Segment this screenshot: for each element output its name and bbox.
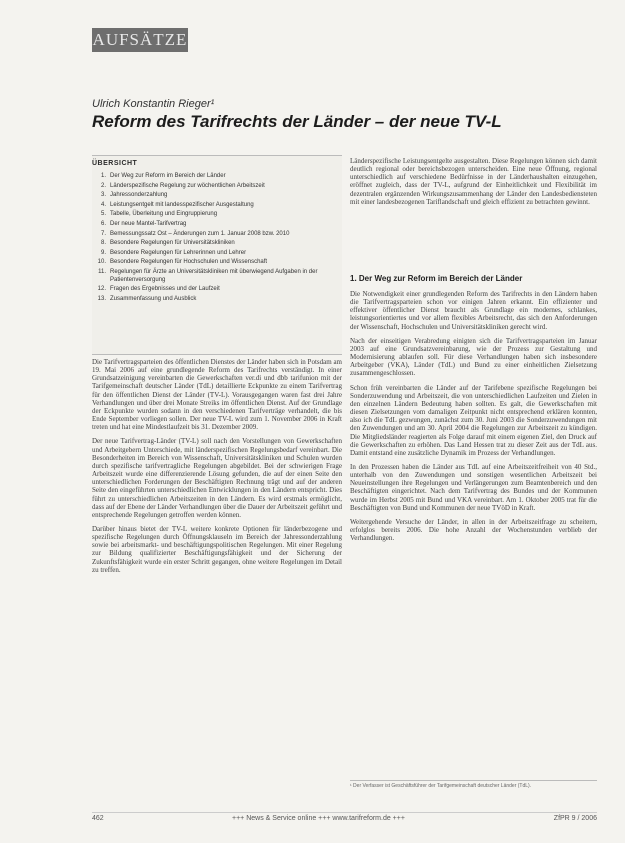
body-paragraph: Weitergehende Versuche der Länder, in allen in der Arbeitszeitfrage zu scheitern, erfolglos bereits 2006. Die hohe Anzahl der Wochenstunden verblieb der Verhandlungen. bbox=[350, 517, 597, 543]
toc-item bbox=[92, 259, 342, 267]
toc-item-text: Leistungsentgelt mit landesspezifischer Ausgestaltung bbox=[110, 201, 254, 208]
toc-item-number: 3. bbox=[100, 192, 106, 199]
toc-item-number: 7. bbox=[100, 230, 106, 237]
overview-heading: ÜBERSICHT bbox=[92, 160, 138, 167]
journal-issue: ZfPR 9 / 2006 bbox=[553, 815, 597, 822]
body-paragraph: Nach der einseitigen Verabredung einigten sich die Tarifvertragsparteien im Januar 2003 auf eine Grundsatzvereinbarung, wie der Prozess zur Gestaltung und Modernisierung ablaufen soll. Für diese Verhandlungen haben sich insbesondere Arbeitgeber (VKA), Länder (TdL) und Bund zu einer einheitlichen Zielsetzung zusammengeschlossen. bbox=[350, 336, 597, 378]
toc-item-number: 12. bbox=[97, 286, 106, 293]
toc-item-text: Der neue Mantel-Tarifvertrag bbox=[110, 220, 187, 227]
toc-item-number: 1. bbox=[100, 173, 106, 179]
toc-item bbox=[92, 202, 342, 210]
page-footer bbox=[92, 812, 597, 825]
left-column-body bbox=[92, 358, 342, 768]
right-column-intro bbox=[350, 157, 597, 252]
right-column-body bbox=[350, 290, 597, 770]
article-title: Reform des Tarifrechts der Länder – der neue TV-L bbox=[92, 112, 502, 131]
toc-item-text: Regelungen für Ärzte an Universitätskliniken mit überwiegend Aufgaben in der Patientenversorgung bbox=[110, 268, 318, 283]
toc-item-text: Länderspezifische Regelung zur wöchentlichen Arbeitszeit bbox=[110, 182, 265, 189]
toc-item-number: 9. bbox=[100, 249, 106, 256]
toc-item-text: Tabelle, Überleitung und Eingruppierung bbox=[110, 211, 218, 218]
toc-item bbox=[92, 240, 342, 248]
author-name: Ulrich Konstantin Rieger¹ bbox=[92, 98, 215, 110]
toc-item-number: 4. bbox=[100, 201, 106, 208]
overview-list bbox=[92, 173, 342, 303]
body-paragraph: Länderspezifische Leistungsentgelte ausgestalten. Diese Regelungen können sich damit deutlich regional oder bereichsbezogen unterscheiden. Eine neue Öffnung, regional unterschiedlich auf verschiedene Bedürfnisse in der Länderhaushalten einzugehen, eröffnet zugleich, dass der TV-L, aufgrund der Einheitlichkeit und Flexibilität im dezentralen ergänzenden Wirkungszusammenhang der Länder den Landesbediensteten mit einer landesbezogenen Tariflandschaft und gleich effizient zu betrachten gewinnt. bbox=[350, 157, 597, 206]
toc-item-text: Besondere Regelungen für Universitätskliniken bbox=[110, 240, 235, 247]
toc-item bbox=[92, 192, 342, 200]
toc-item-number: 8. bbox=[100, 240, 106, 247]
toc-item-number: 6. bbox=[100, 220, 106, 227]
toc-item-text: Jahressonderzahlung bbox=[110, 192, 168, 199]
toc-item bbox=[92, 231, 342, 239]
toc-item-number: 13. bbox=[97, 295, 106, 302]
toc-item-text: Fragen des Ergebnisses und der Laufzeit bbox=[110, 286, 220, 293]
toc-item-number: 5. bbox=[100, 211, 106, 218]
overview-box bbox=[92, 155, 342, 355]
toc-item-number: 2. bbox=[100, 182, 106, 189]
body-paragraph: Die Tarifvertragsparteien des öffentlichen Dienstes der Länder haben sich in Potsdam am 19. Mai 2006 auf eine grundlegende Reform des Tarifrechts verständigt. In einer Grundsatzeinigung vereinbarten die Gewerkschaften ver.di und dbb tarifunion mit der Tarifgemeinschaft deutscher Länder (TdL) detaillierte Eckpunkte zu einem Tarifvertrag für den öffentlichen Dienst der Länder (TV-L). Vorausgegangen waren fast drei Jahre Verhandlungen und über drei Monate Streiks im öffentlichen Dienst. Auf der Grundlage der Eckpunkte wurden sodann in den verschiedenen Tarifverträge verhandelt, die bis Ende September vorliegen sollen. Der neue TV-L wird zum 1. November 2006 in Kraft treten und hat eine Mindestlaufzeit bis 31. Dezember 2009. bbox=[92, 358, 342, 432]
toc-item bbox=[92, 211, 342, 219]
toc-item-text: Besondere Regelungen für Hochschulen und Wissenschaft bbox=[110, 259, 268, 266]
toc-item-text: Zusammenfassung und Ausblick bbox=[110, 295, 197, 302]
toc-item bbox=[92, 250, 342, 258]
toc-item bbox=[92, 269, 342, 284]
toc-item bbox=[92, 183, 342, 191]
page-number: 462 bbox=[92, 815, 104, 822]
body-paragraph: Die Notwendigkeit einer grundlegenden Reform des Tarifrechts in den Ländern haben die Tarifvertragsparteien schon vor einigen Jahren erkannt. Ein effizienter und effektiver öffentlicher Dienst braucht als Grundlage ein modernes, schlankes, leistungsorientiertes und vor allem flexibles Arbeitsrecht, das sich den Anforderungen der Wissenschaft, Hochschulen und Universitätskliniken gerecht wird. bbox=[350, 290, 597, 331]
toc-item-number: 10. bbox=[97, 259, 106, 266]
toc-item-text: Der Weg zur Reform im Bereich der Länder bbox=[110, 173, 226, 179]
toc-item bbox=[92, 296, 342, 304]
toc-item-number: 11. bbox=[98, 268, 106, 275]
section-label: AUFSÄTZE bbox=[92, 28, 188, 52]
body-paragraph: Schon früh vereinbarten die Länder auf der Tarifebene spezifische Regelungen bei Sonderzuwendung und Arbeitszeit, die von unterschiedlichen Laufzeiten und Zielen in den einzelnen Ländern Bedeutung haben sollten. Es galt, die Gewerkschaften mit diesen Zielsetzungen vom damaligen Zeitpunkt nicht entsprechend erklären konnten, also ich die TdL gezwungen, zunächst zum 30. Juni 2003 die Sonderzuwendungen mit den Zuwendungen und am 30. April 2004 die Regelungen zur Arbeitszeit zu kündigen. Die Mitgliedsländer reagierten als Folge darauf mit einem eigenen Ziel, den Druck auf die Gewerkschaften zu erhöhen. Das Land Hessen trat zu dieser Zeit aus der TdL aus. Damit entstand eine zusätzliche Dynamik im Prozess der Verhandlungen. bbox=[350, 383, 597, 457]
toc-item bbox=[92, 286, 342, 294]
toc-item bbox=[92, 173, 342, 181]
toc-item-text: Besondere Regelungen für Lehrerinnen und Lehrer bbox=[110, 249, 247, 256]
footer-website-link[interactable]: +++ News & Service online +++ www.tarifreform.de +++ bbox=[232, 815, 405, 822]
footnote: ¹ Der Verfasser ist Geschäftsführer der Tarifgemeinschaft deutscher Länder (TdL). bbox=[350, 780, 597, 789]
toc-item-text: Bemessungssatz Ost – Änderungen zum 1. Januar 2008 bzw. 2010 bbox=[110, 230, 290, 237]
body-paragraph: Der neue Tarifvertrag-Länder (TV-L) soll nach den Vorstellungen von Gewerkschaften und Arbeitgebern Unterschiede, mit länderspezifischen Regelungsbedarf vereinbart. Die Besonderheiten im Bereich von Wissenschaft, Universitätskliniken und Schulen wurden durch spezifische tarifvertragliche Regelungen abgebildet. Bei der schwierigen Frage Arbeitszeit wurde eine differenzierende Lösung gefunden, die auf der einen Seite den unterschiedlichen Forderungen der Beschäftigten Rechnung trägt und auf der anderen Seite den eingeführten unterschiedlichen Entwicklungen in den Ländern entspricht. Dies führt zu unterschiedlichen Arbeitszeiten in den Ländern. Es wird erstmals ermöglicht, dass auf der Ebene der Länder Verhandlungen über die Dauer der Arbeitszeit geführt und entsprechende Regelungen getroffen werden können. bbox=[92, 437, 342, 519]
body-paragraph: In den Prozessen haben die Länder aus TdL auf eine Arbeitszeitfreiheit von 40 Std., unterhalb von den Zuwendungen und sonstigen wesentlichen Arbeitszeit bei Neueinstellungen ihre Regelungen und Verlängerungen zum Beamtenbereich und den Beschäftigten eingerichtet. Nach dem Tarifvertrag des Bundes und der Kommunen wurde im Herbst 2005 mit Bund und VKA vereinbart. Am 1. Oktober 2005 trat für die Beschäftigten von Bund und Kommunen der neue TVöD in Kraft. bbox=[350, 462, 597, 512]
section-heading: 1. Der Weg zur Reform im Bereich der Länder bbox=[350, 274, 523, 283]
body-paragraph: Darüber hinaus bietet der TV-L weitere konkrete Optionen für länderbezogene und spezifische Regelungen durch Öffnungsklauseln im Bereich der Jahressonderzahlung sowie bei arbeitsmarkt- und beschäftigungspolitischen Regelungen. Mit einer Regelung zur Bildung qualifizierter Beschäftigungsfähigkeit und der Sicherung der Zukunftsfähigkeit wurde ein erster Schritt gegangen, ohne weitere Regelungen im Detail zu treffen. bbox=[92, 524, 342, 574]
toc-item bbox=[92, 221, 342, 229]
